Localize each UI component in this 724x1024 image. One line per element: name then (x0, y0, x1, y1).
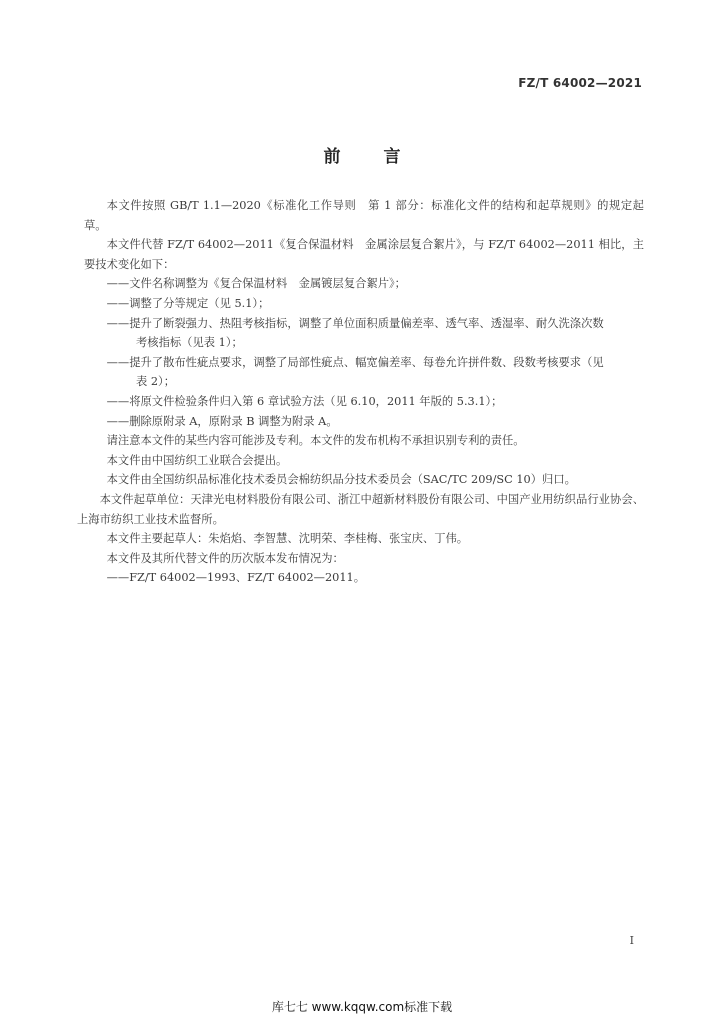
foreword-body (77, 196, 644, 588)
change-item-defects-line-2: 表 2）； (135, 375, 175, 389)
change-item-annex: ——删除原附录 A，原附录 B 调整为附录 A。 (106, 414, 338, 428)
change-item-title: ——文件名称调整为《复合保温材料 金属镀层复合絮片》； (106, 277, 406, 291)
change-item-test-conditions: ——将原文件检验条件归入第 6 章试验方法（见 6.10，2011 年版的 5.3.1）； (106, 394, 503, 408)
paragraph-drafting-rule: 本文件按照 GB/T 1.1—2020《标准化工作导则 第 1 部分：标准化文件的结构和起草规则》的规定起草。 (84, 199, 644, 232)
change-item-defects-line-1: ——提升了散布性疵点要求，调整了局部性疵点、幅宽偏差率、每卷允许拼件数、段数考核要求（见 (106, 355, 604, 369)
paragraph-drafting-units: 本文件起草单位：天津光电材料股份有限公司、浙江中超新材料股份有限公司、中国产业用纺织品行业协会、上海市纺织工业技术监督所。 (77, 492, 644, 526)
paragraph-replacement: 本文件代替 FZ/T 64002—2011《复合保温材料 金属涂层复合絮片》，与 FZ/T 64002—2011 相比，主要技术变化如下： (84, 238, 644, 271)
title-char-1: 前 (323, 147, 341, 167)
change-item-grading: ——调整了分等规定（见 5.1）； (106, 296, 270, 310)
change-item-indicators-line-2: 考核指标（见表 1）； (135, 336, 243, 350)
paragraph-drafters: 本文件主要起草人：朱焰焰、李智慧、沈明荣、李桂梅、张宝庆、丁伟。 (106, 532, 469, 546)
history-item: ——FZ/T 64002—1993、FZ/T 64002—2011。 (106, 571, 365, 585)
footer-watermark: 库七七 www.kqqw.com标准下载 (271, 1000, 453, 1014)
paragraph-proposer: 本文件由中国纺织工业联合会提出。 (106, 453, 288, 467)
title-char-2: 言 (383, 147, 401, 167)
paragraph-history: 本文件及其所代替文件的历次版本发布情况为： (106, 551, 344, 565)
change-item-indicators-line-1: ——提升了断裂强力、热阻考核指标，调整了单位面积质量偏差率、透气率、透湿率、耐久洗涤次数 (106, 316, 604, 330)
page-number: I (629, 934, 634, 947)
page-title (0, 142, 724, 167)
paragraph-committee: 本文件由全国纺织品标准化技术委员会棉纺织品分技术委员会（SAC/TC 209/SC 10）归口。 (106, 473, 576, 487)
paragraph-patent-notice: 请注意本文件的某些内容可能涉及专利。本文件的发布机构不承担识别专利的责任。 (106, 434, 525, 448)
document-code: FZ/T 64002—2021 (518, 76, 642, 90)
change-item-defects (84, 353, 644, 392)
change-item-indicators (84, 314, 644, 353)
